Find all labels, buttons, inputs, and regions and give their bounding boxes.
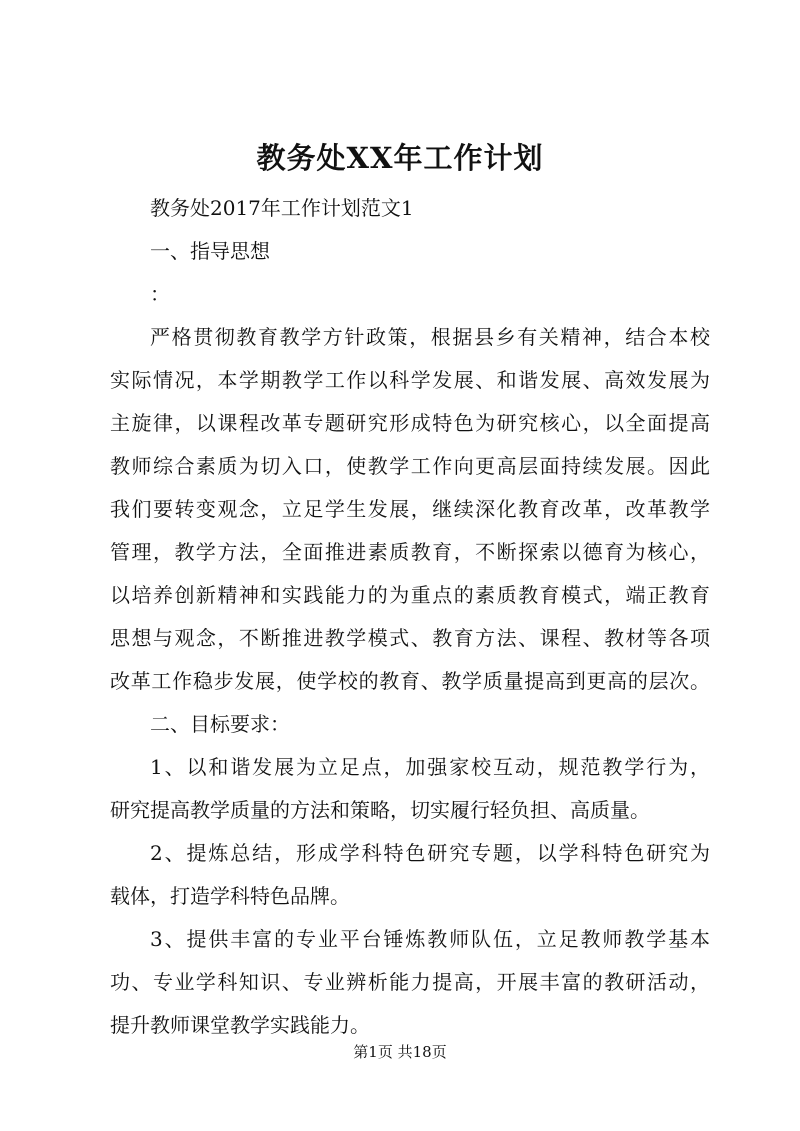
paragraph-line: 思想与观念，不断推进教学模式、教育方法、课程、教材等各项 [110, 626, 710, 650]
paragraph-goal-2 [110, 832, 710, 918]
paragraph-line: 1、以和谐发展为立足点，加强家校互动，规范教学行为， [150, 755, 710, 779]
colon-line: ： [150, 282, 170, 306]
paragraph-line: 载体，打造学科特色品牌。 [110, 884, 350, 908]
section-heading-goals: 二、目标要求： [150, 712, 290, 736]
document-subtitle: 教务处2017年工作计划范文1 [150, 196, 414, 220]
paragraph-line: 教师综合素质为切入口，使教学工作向更高层面持续发展。因此 [110, 454, 710, 478]
paragraph-line: 实际情况，本学期教学工作以科学发展、和谐发展、高效发展为 [110, 368, 710, 392]
document-body [110, 187, 710, 1047]
paragraph-line: 提升教师课堂教学实践能力。 [110, 1013, 370, 1037]
paragraph-line: 功、专业学科知识、专业辨析能力提高，开展丰富的教研活动， [110, 970, 710, 994]
paragraph-line: 研究提高教学质量的方法和策略，切实履行轻负担、高质量。 [110, 798, 650, 822]
paragraph-line: 改革工作稳步发展，使学校的教育、教学质量提高到更高的层次。 [110, 669, 710, 693]
paragraph-line: 严格贯彻教育教学方针政策，根据县乡有关精神，结合本校 [150, 325, 710, 349]
paragraph-line: 2、提炼总结，形成学科特色研究专题，以学科特色研究为 [150, 841, 710, 865]
section-heading-guiding: 一、指导思想 [150, 239, 270, 263]
paragraph-guiding [110, 316, 710, 703]
paragraph-line: 主旋律，以课程改革专题研究形成特色为研究核心，以全面提高 [110, 411, 710, 435]
paragraph-line: 以培养创新精神和实践能力的为重点的素质教育模式，端正教育 [110, 583, 710, 607]
document-title: 教务处XX年工作计划 [256, 141, 544, 175]
paragraph-line: 我们要转变观念，立足学生发展，继续深化教育改革，改革教学 [110, 497, 710, 521]
page-footer: 第1页 共18页 [353, 1043, 447, 1061]
paragraph-line: 3、提供丰富的专业平台锤炼教师队伍，立足教师教学基本 [150, 927, 710, 951]
paragraph-line: 管理，教学方法，全面推进素质教育，不断探索以德育为核心， [110, 540, 710, 564]
paragraph-goal-1 [110, 746, 710, 832]
paragraph-goal-3 [110, 918, 710, 1047]
